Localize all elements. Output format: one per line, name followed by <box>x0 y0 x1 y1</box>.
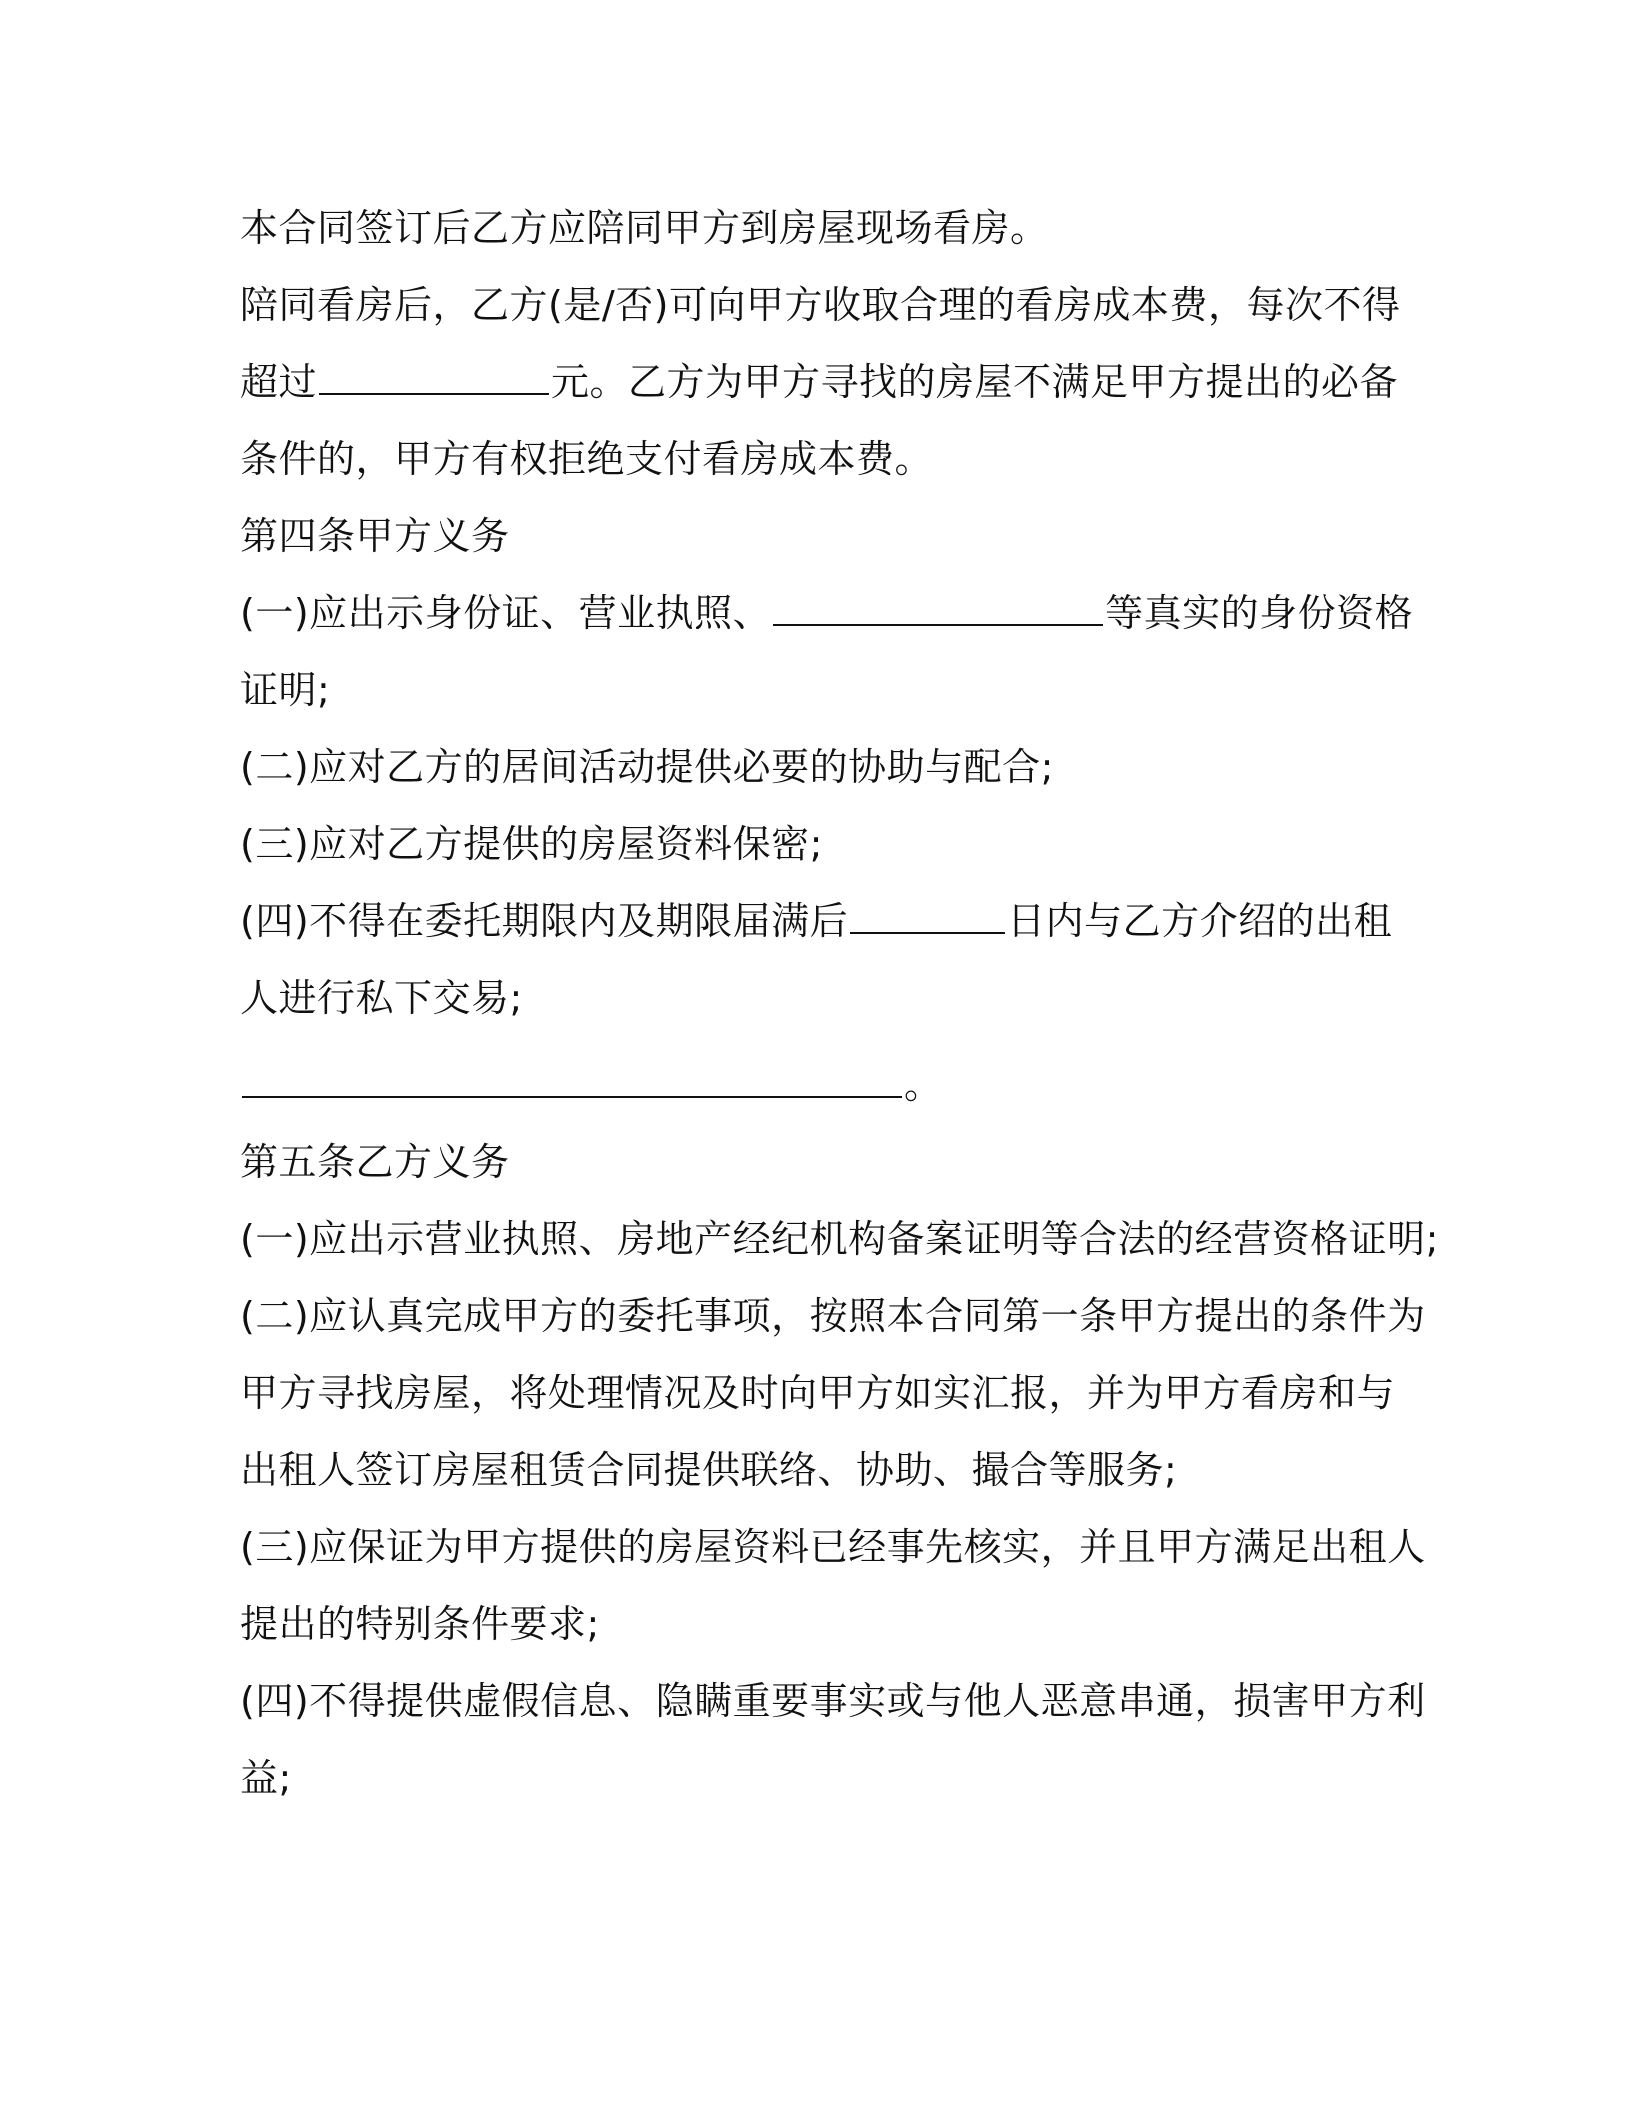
line-text: 本合同签订后乙方应陪同甲方到房屋现场看房。 <box>240 206 1049 250</box>
line-text: (四)不得提供虚假信息、隐瞒重要事实或与他人恶意串通，损害甲方利 <box>240 1679 1426 1723</box>
paragraph-line <box>240 883 1400 960</box>
paragraph-line <box>240 960 1400 1037</box>
document-body <box>240 190 1439 1817</box>
line-text: (三)应保证为甲方提供的房屋资料已经事先核实，并且甲方满足出租人 <box>240 1525 1426 1569</box>
paragraph-line <box>240 1740 1400 1817</box>
line-text: 元。乙方为甲方寻找的房屋不满足甲方提出的必备 <box>551 360 1399 404</box>
fee-amount-blank[interactable] <box>319 363 549 395</box>
paragraph-line <box>240 729 1400 806</box>
line-text: (二)应认真完成甲方的委托事项，按照本合同第一条甲方提出的条件为 <box>240 1294 1426 1338</box>
paragraph-line <box>240 575 1414 652</box>
paragraph-line <box>240 267 1400 344</box>
line-text: 证明; <box>240 668 331 712</box>
line-text: (三)应对乙方提供的房屋资料保密; <box>240 822 823 866</box>
heading-text: 第五条乙方义务 <box>240 1140 510 1184</box>
line-text: 。 <box>904 1063 943 1107</box>
line-text: 提出的特别条件要求; <box>240 1602 600 1646</box>
section-heading <box>240 498 1400 575</box>
line-text: (一)应出示营业执照、房地产经纪机构备案证明等合法的经营资格证明; <box>240 1217 1439 1261</box>
identity-documents-blank[interactable] <box>773 594 1103 626</box>
line-text: 日内与乙方介绍的出租 <box>1007 899 1393 943</box>
paragraph-line <box>240 1355 1400 1432</box>
days-blank[interactable] <box>850 902 1005 934</box>
spacer <box>240 1037 1400 1047</box>
paragraph-line <box>240 190 1400 267</box>
line-text: 陪同看房后，乙方(是/否)可向甲方收取合理的看房成本费，每次不得 <box>240 283 1401 327</box>
line-text: 甲方寻找房屋，将处理情况及时向甲方如实汇报，并为甲方看房和与 <box>240 1371 1396 1415</box>
line-text: 出租人签订房屋租赁合同提供联络、协助、撮合等服务; <box>240 1448 1178 1492</box>
other-obligations-blank[interactable] <box>242 1066 902 1098</box>
line-text: (二)应对乙方的居间活动提供必要的协助与配合; <box>240 745 1054 789</box>
paragraph-line <box>240 1201 1439 1278</box>
line-text: 益; <box>240 1756 292 1800</box>
line-text: 等真实的身份资格 <box>1105 591 1414 635</box>
paragraph-line <box>240 344 1400 421</box>
paragraph-line <box>240 1586 1400 1663</box>
line-text: 条件的，甲方有权拒绝支付看房成本费。 <box>240 437 934 481</box>
paragraph-line <box>240 421 1400 498</box>
line-text: (四)不得在委托期限内及期限届满后 <box>240 899 849 943</box>
line-text: 超过 <box>240 360 318 404</box>
paragraph-line <box>240 806 1400 883</box>
paragraph-line <box>240 1047 1400 1124</box>
section-heading <box>240 1124 1400 1201</box>
paragraph-line <box>240 652 1400 729</box>
paragraph-line <box>240 1663 1426 1740</box>
paragraph-line <box>240 1432 1400 1509</box>
heading-text: 第四条甲方义务 <box>240 514 510 558</box>
line-text: (一)应出示身份证、营业执照、 <box>240 591 772 635</box>
paragraph-line <box>240 1278 1426 1355</box>
line-text: 人进行私下交易; <box>240 976 523 1020</box>
paragraph-line <box>240 1509 1426 1586</box>
